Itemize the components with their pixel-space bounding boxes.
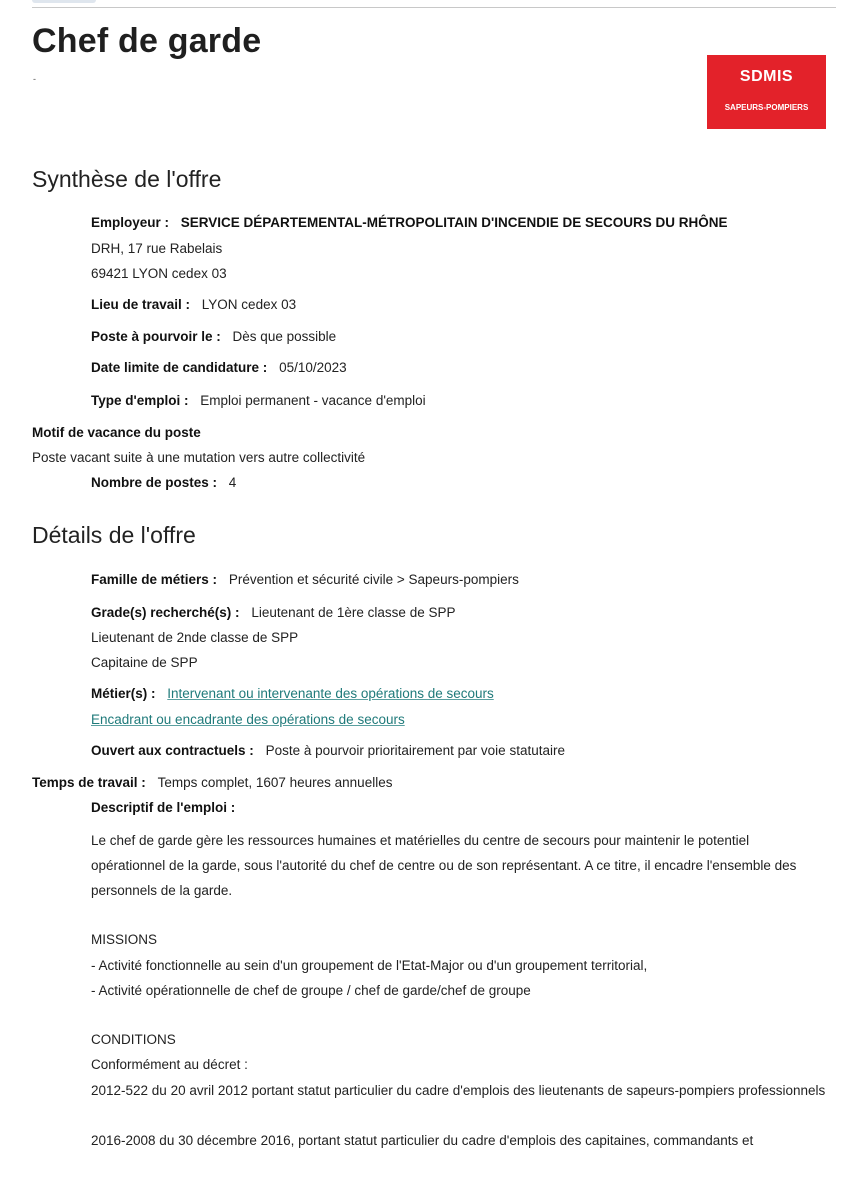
metier-label: Métier(s) : [91,686,156,701]
decret-1: 2012-522 du 20 avril 2012 portant statut particulier du cadre d'emplois des lieutenants de sapeurs-pompiers professionnels [91,1083,826,1098]
descriptif-label: Descriptif de l'emploi : [91,800,236,815]
mission-item: - Activité fonctionnelle au sein d'un groupement de l'Etat-Major ou d'un groupement territorial, [91,958,648,973]
contractuels-label: Ouvert aux contractuels : [91,743,254,758]
contractuels-value: Poste à pourvoir prioritairement par voie statutaire [265,743,565,758]
conditions-heading: CONDITIONS [91,1032,176,1047]
nombre-postes-row [91,473,236,493]
temps-travail-row [32,773,392,793]
type-emploi-label: Type d'emploi : [91,393,189,408]
top-tab-edge [32,0,96,3]
metier-link-intervenant[interactable]: Intervenant ou intervenante des opérations de secours [167,686,494,701]
poste-row [91,327,336,347]
poste-value: Dès que possible [232,329,337,344]
poste-label: Poste à pourvoir le : [91,329,221,344]
conditions-intro: Conformément au décret : [91,1057,248,1072]
temps-travail-value: Temps complet, 1607 heures annuelles [157,775,393,790]
employeur-row [91,213,728,233]
grade-label: Grade(s) recherché(s) : [91,605,240,620]
employeur-label: Employeur : [91,215,170,230]
small-mark: - [33,74,36,84]
motif-value: Poste vacant suite à une mutation vers autre collectivité [32,450,366,465]
nombre-postes-value: 4 [228,475,237,490]
decret-2: 2016-2008 du 30 décembre 2016, portant statut particulier du cadre d'emplois des capitaines, commandants et [91,1133,754,1148]
type-emploi-row [91,391,426,411]
grade-item: Capitaine de SPP [91,655,198,670]
temps-travail-label: Temps de travail : [32,775,146,790]
famille-row [91,570,519,590]
logo-subtitle: SAPEURS-POMPIERS [724,103,809,112]
top-divider [32,7,836,8]
type-emploi-value: Emploi permanent - vacance d'emploi [200,393,426,408]
date-limite-label: Date limite de candidature : [91,360,268,375]
date-limite-value: 05/10/2023 [279,360,347,375]
descriptif-text: Le chef de garde gère les ressources humaines et matérielles du centre de secours pour maintenir le potentiel opérationnel de la garde, sous l'autorité du chef de centre ou de son représentant. A ce titre, il encadre l'ensemble des personnels de la garde. [91,833,797,898]
famille-value: Prévention et sécurité civile > Sapeurs-pompiers [228,572,519,587]
nombre-postes-label: Nombre de postes : [91,475,218,490]
motif-label: Motif de vacance du poste [32,425,201,440]
logo-name: SDMIS [739,68,794,85]
lieu-label: Lieu de travail : [91,297,191,312]
lieu-value: LYON cedex 03 [201,297,297,312]
address-line-1: DRH, 17 rue Rabelais [91,241,223,256]
metier-link-encadrant[interactable]: Encadrant ou encadrante des opérations de secours [91,712,405,727]
page-title: Chef de garde [32,22,262,60]
grade-item: Lieutenant de 1ère classe de SPP [251,605,456,620]
mission-item: - Activité opérationnelle de chef de groupe / chef de garde/chef de groupe [91,983,531,998]
synthese-heading: Synthèse de l'offre [32,166,222,192]
lieu-row [91,295,296,315]
sdmis-logo [707,55,826,129]
address-line-2: 69421 LYON cedex 03 [91,266,227,281]
contractuels-row [91,741,565,761]
grade-item: Lieutenant de 2nde classe de SPP [91,630,299,645]
grade-row [91,603,455,623]
famille-label: Famille de métiers : [91,572,218,587]
metier-row [91,684,494,704]
employeur-value: SERVICE DÉPARTEMENTAL-MÉTROPOLITAIN D'INCENDIE DE SECOURS DU RHÔNE [180,215,728,230]
date-limite-row [91,358,347,378]
metier-row-2 [91,710,405,730]
missions-heading: MISSIONS [91,932,158,947]
details-heading: Détails de l'offre [32,522,196,548]
